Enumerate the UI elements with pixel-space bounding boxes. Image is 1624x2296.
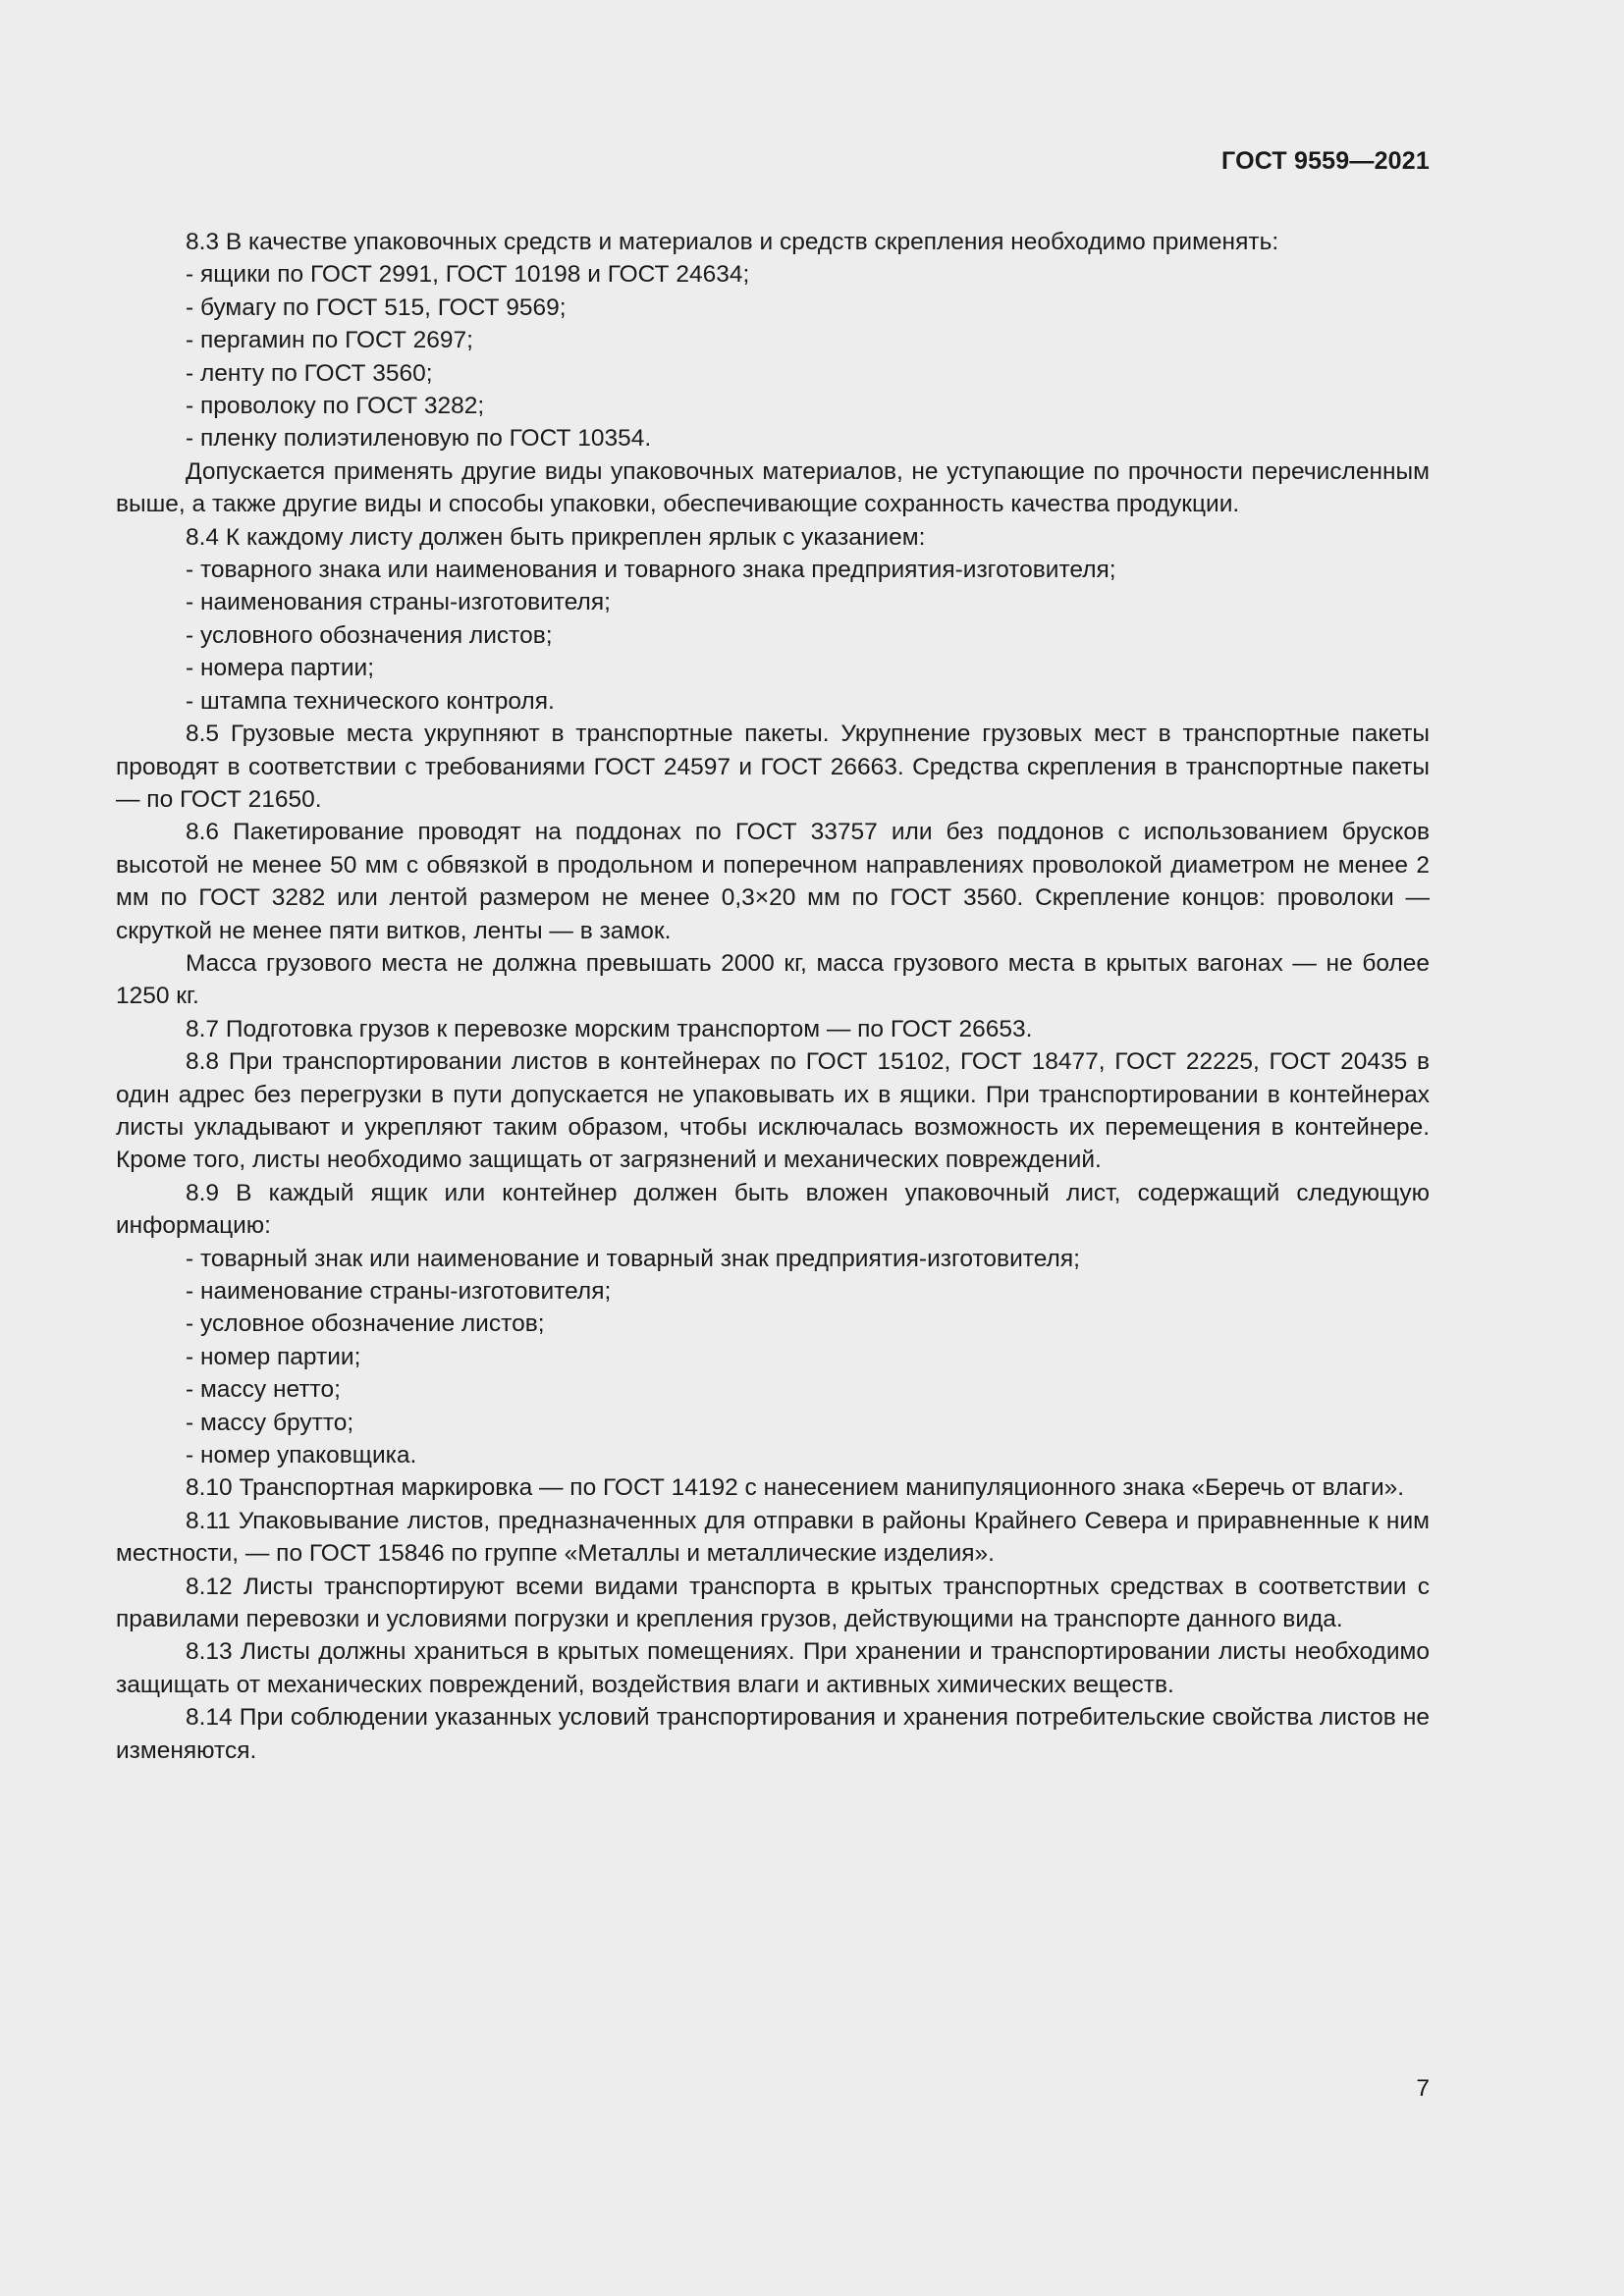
document-body	[116, 226, 1430, 1767]
list-item: - ленту по ГОСТ 3560;	[186, 359, 433, 387]
clause-8-14: 8.14 При соблюдении указанных условий транспортирования и хранения потребительские свойства листов не изменяются.	[116, 1704, 1430, 1764]
list-item: - номер партии;	[186, 1343, 361, 1370]
list-item: - массу нетто;	[186, 1376, 341, 1404]
paragraph-other-packaging: Допускается применять другие виды упаковочных материалов, не уступающие по прочности перечисленным выше, а также другие виды и способы упаковки, обеспечивающие сохранность качества продукции.	[116, 457, 1430, 518]
list-item: - пленку полиэтиленовую по ГОСТ 10354.	[186, 425, 652, 453]
clause-8-4: 8.4 К каждому листу должен быть прикреплен ярлык с указанием:	[186, 523, 926, 551]
clause-8-11: 8.11 Упаковывание листов, предназначенных для отправки в районы Крайнего Севера и приравненные к ним местности, — по ГОСТ 15846 по группе «Металлы и металлические изделия».	[116, 1507, 1430, 1568]
clause-8-7: 8.7 Подготовка грузов к перевозке морским транспортом — по ГОСТ 26653.	[186, 1015, 1033, 1042]
list-item: - наименования страны-изготовителя;	[186, 589, 611, 616]
list-item: - номера партии;	[186, 655, 375, 682]
clause-8-13: 8.13 Листы должны храниться в крытых помещениях. При хранении и транспортировании листы необходимо защищать от механических повреждений, воздействия влаги и активных химических веществ.	[116, 1638, 1430, 1698]
list-item: - штампа технического контроля.	[186, 687, 555, 715]
document-code-header: ГОСТ 9559—2021	[1221, 147, 1430, 175]
list-item: - номер упаковщика.	[186, 1442, 417, 1469]
list-item: - бумагу по ГОСТ 515, ГОСТ 9569;	[186, 294, 567, 321]
clause-8-3: 8.3 В качестве упаковочных средств и материалов и средств скрепления необходимо применять:	[186, 229, 1279, 255]
clause-8-6: 8.6 Пакетирование проводят на поддонах по ГОСТ 33757 или без поддонов с использованием брусков высотой не менее 50 мм с обвязкой в продольном и поперечном направлениях проволокой диаметром не менее 2 мм по ГОСТ 3282 или лентой размером не менее 0,3×20 мм по ГОСТ 3560. Скрепление концов: проволоки — скруткой не менее пяти витков, ленты — в замок.	[116, 819, 1430, 944]
clause-8-9: 8.9 В каждый ящик или контейнер должен быть вложен упаковочный лист, содержащий следующую информацию:	[116, 1179, 1430, 1240]
list-item: - массу брутто;	[186, 1409, 354, 1436]
clause-8-10: 8.10 Транспортная маркировка — по ГОСТ 14192 с нанесением манипуляционного знака «Беречь от влаги».	[186, 1474, 1405, 1502]
list-item: - условное обозначение листов;	[186, 1310, 545, 1338]
list-item: - проволоку по ГОСТ 3282;	[186, 393, 485, 420]
list-item: - наименование страны-изготовителя;	[186, 1278, 612, 1305]
clause-8-5: 8.5 Грузовые места укрупняют в транспортные пакеты. Укрупнение грузовых мест в транспортные пакеты проводят в соответствии с требованиями ГОСТ 24597 и ГОСТ 26663. Средства скрепления в транспортные пакеты — по ГОСТ 21650.	[116, 721, 1430, 813]
list-item: - товарного знака или наименования и товарного знака предприятия-изготовителя;	[186, 557, 1116, 584]
clause-8-8: 8.8 При транспортировании листов в контейнерах по ГОСТ 15102, ГОСТ 18477, ГОСТ 22225, ГОСТ 20435 в один адрес без перегрузки в пути допускается не упаковывать их в ящики. При транспортировании в контейнерах листы укладывают и укрепляют таким образом, чтобы исключалась возможность их перемещения в контейнере. Кроме того, листы необходимо защищать от загрязнений и механических повреждений.	[116, 1048, 1430, 1174]
clause-8-12: 8.12 Листы транспортируют всеми видами транспорта в крытых транспортных средствах в соответствии с правилами перевозки и условиями погрузки и крепления грузов, действующими на транспорте данного вида.	[116, 1573, 1430, 1633]
list-item: - пергамин по ГОСТ 2697;	[186, 327, 473, 354]
list-item: - товарный знак или наименование и товарный знак предприятия-изготовителя;	[186, 1245, 1080, 1272]
list-item: - ящики по ГОСТ 2991, ГОСТ 10198 и ГОСТ 24634;	[186, 261, 750, 289]
page-number: 7	[1416, 2075, 1430, 2102]
paragraph-cargo-mass: Масса грузового места не должна превышать 2000 кг, масса грузового места в крытых вагонах — не более 1250 кг.	[116, 949, 1430, 1010]
list-item: - условного обозначения листов;	[186, 621, 553, 649]
